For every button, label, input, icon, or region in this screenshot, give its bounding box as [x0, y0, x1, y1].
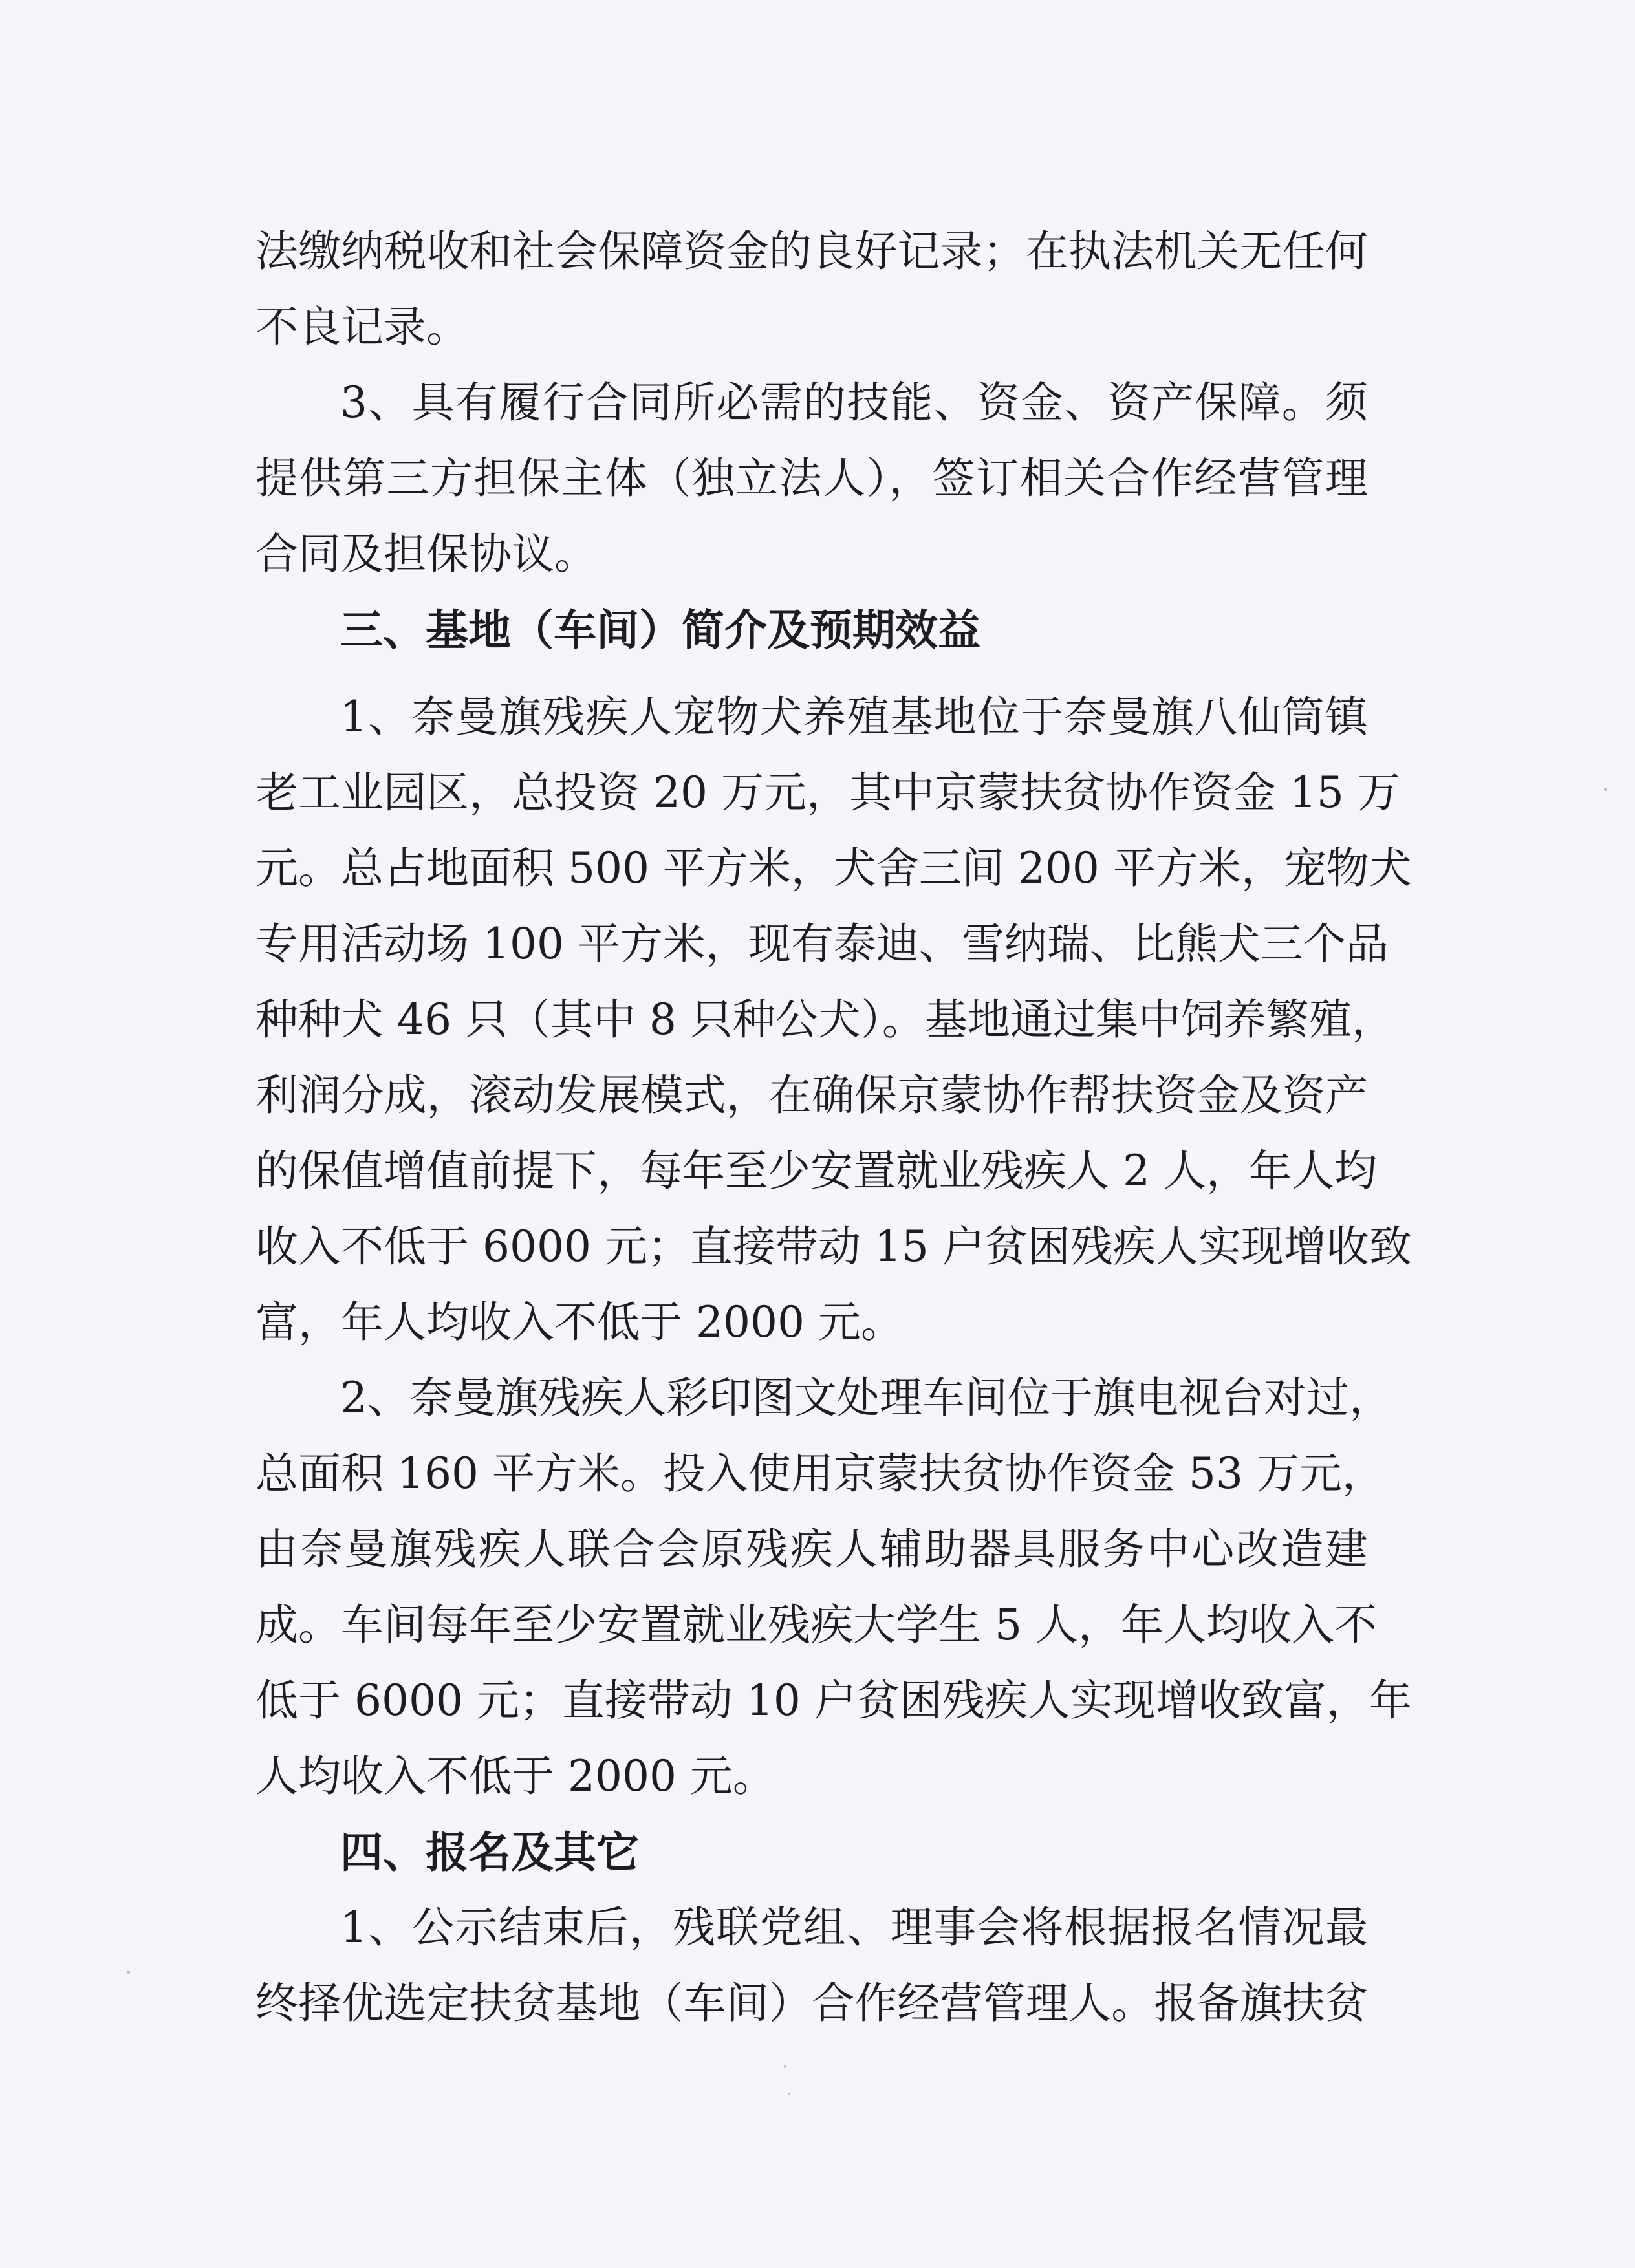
- scan-speck: [1604, 788, 1607, 791]
- text-line: 富，年人均收入不低于 2000 元。: [255, 1297, 904, 1347]
- text-line: 利润分成，滚动发展模式，在确保京蒙协作帮扶资金及资产: [255, 1070, 1368, 1120]
- text-line: 不良记录。: [255, 302, 469, 352]
- scan-speck: [784, 2065, 786, 2068]
- scan-speck: [788, 2093, 790, 2095]
- text-line: 1、奈曼旗残疾人宠物犬养殖基地位于奈曼旗八仙筒镇: [340, 692, 1368, 742]
- text-line: 3、具有履行合同所必需的技能、资金、资产保障。须: [340, 378, 1368, 427]
- text-line: 收入不低于 6000 元；直接带动 15 户贫困残疾人实现增收致: [255, 1222, 1412, 1271]
- text-line: 终择优选定扶贫基地（车间）合作经营管理人。报备旗扶贫: [255, 1978, 1368, 2028]
- text-line: 总面积 160 平方米。投入使用京蒙扶贫协作资金 53 万元，: [255, 1449, 1385, 1498]
- text-line: 老工业园区，总投资 20 万元，其中京蒙扶贫协作资金 15 万: [255, 768, 1400, 817]
- text-line: 合同及担保协议。: [255, 529, 597, 579]
- text-line: 成。车间每年至少安置就业残疾大学生 5 人，年人均收入不: [255, 1600, 1377, 1650]
- section-heading: 四、报名及其它: [340, 1827, 639, 1877]
- text-line: 法缴纳税收和社会保障资金的良好记录；在执法机关无任何: [255, 226, 1368, 276]
- scan-speck: [127, 1971, 130, 1974]
- text-line: 由奈曼旗残疾人联合会原残疾人辅助器具服务中心改造建: [255, 1524, 1368, 1574]
- text-line: 的保值增值前提下，每年至少安置就业残疾人 2 人，年人均: [255, 1146, 1377, 1196]
- text-line: 1、公示结束后，残联党组、理事会将根据报名情况最: [340, 1903, 1368, 1952]
- text-line: 专用活动场 100 平方米，现有泰迪、雪纳瑞、比熊犬三个品: [255, 919, 1389, 969]
- text-line: 元。总占地面积 500 平方米，犬舍三间 200 平方米，宠物犬: [255, 843, 1412, 893]
- text-line: 2、奈曼旗残疾人彩印图文处理车间位于旗电视台对过，: [340, 1373, 1392, 1423]
- text-line: 提供第三方担保主体（独立法人），签订相关合作经营管理: [255, 453, 1368, 503]
- section-heading: 三、基地（车间）简介及预期效益: [340, 605, 980, 655]
- text-line: 种种犬 46 只（其中 8 只种公犬）。基地通过集中饲养繁殖，: [255, 995, 1394, 1044]
- text-line: 人均收入不低于 2000 元。: [255, 1751, 775, 1801]
- text-line: 低于 6000 元；直接带动 10 户贫困残疾人实现增收致富，年: [255, 1676, 1412, 1725]
